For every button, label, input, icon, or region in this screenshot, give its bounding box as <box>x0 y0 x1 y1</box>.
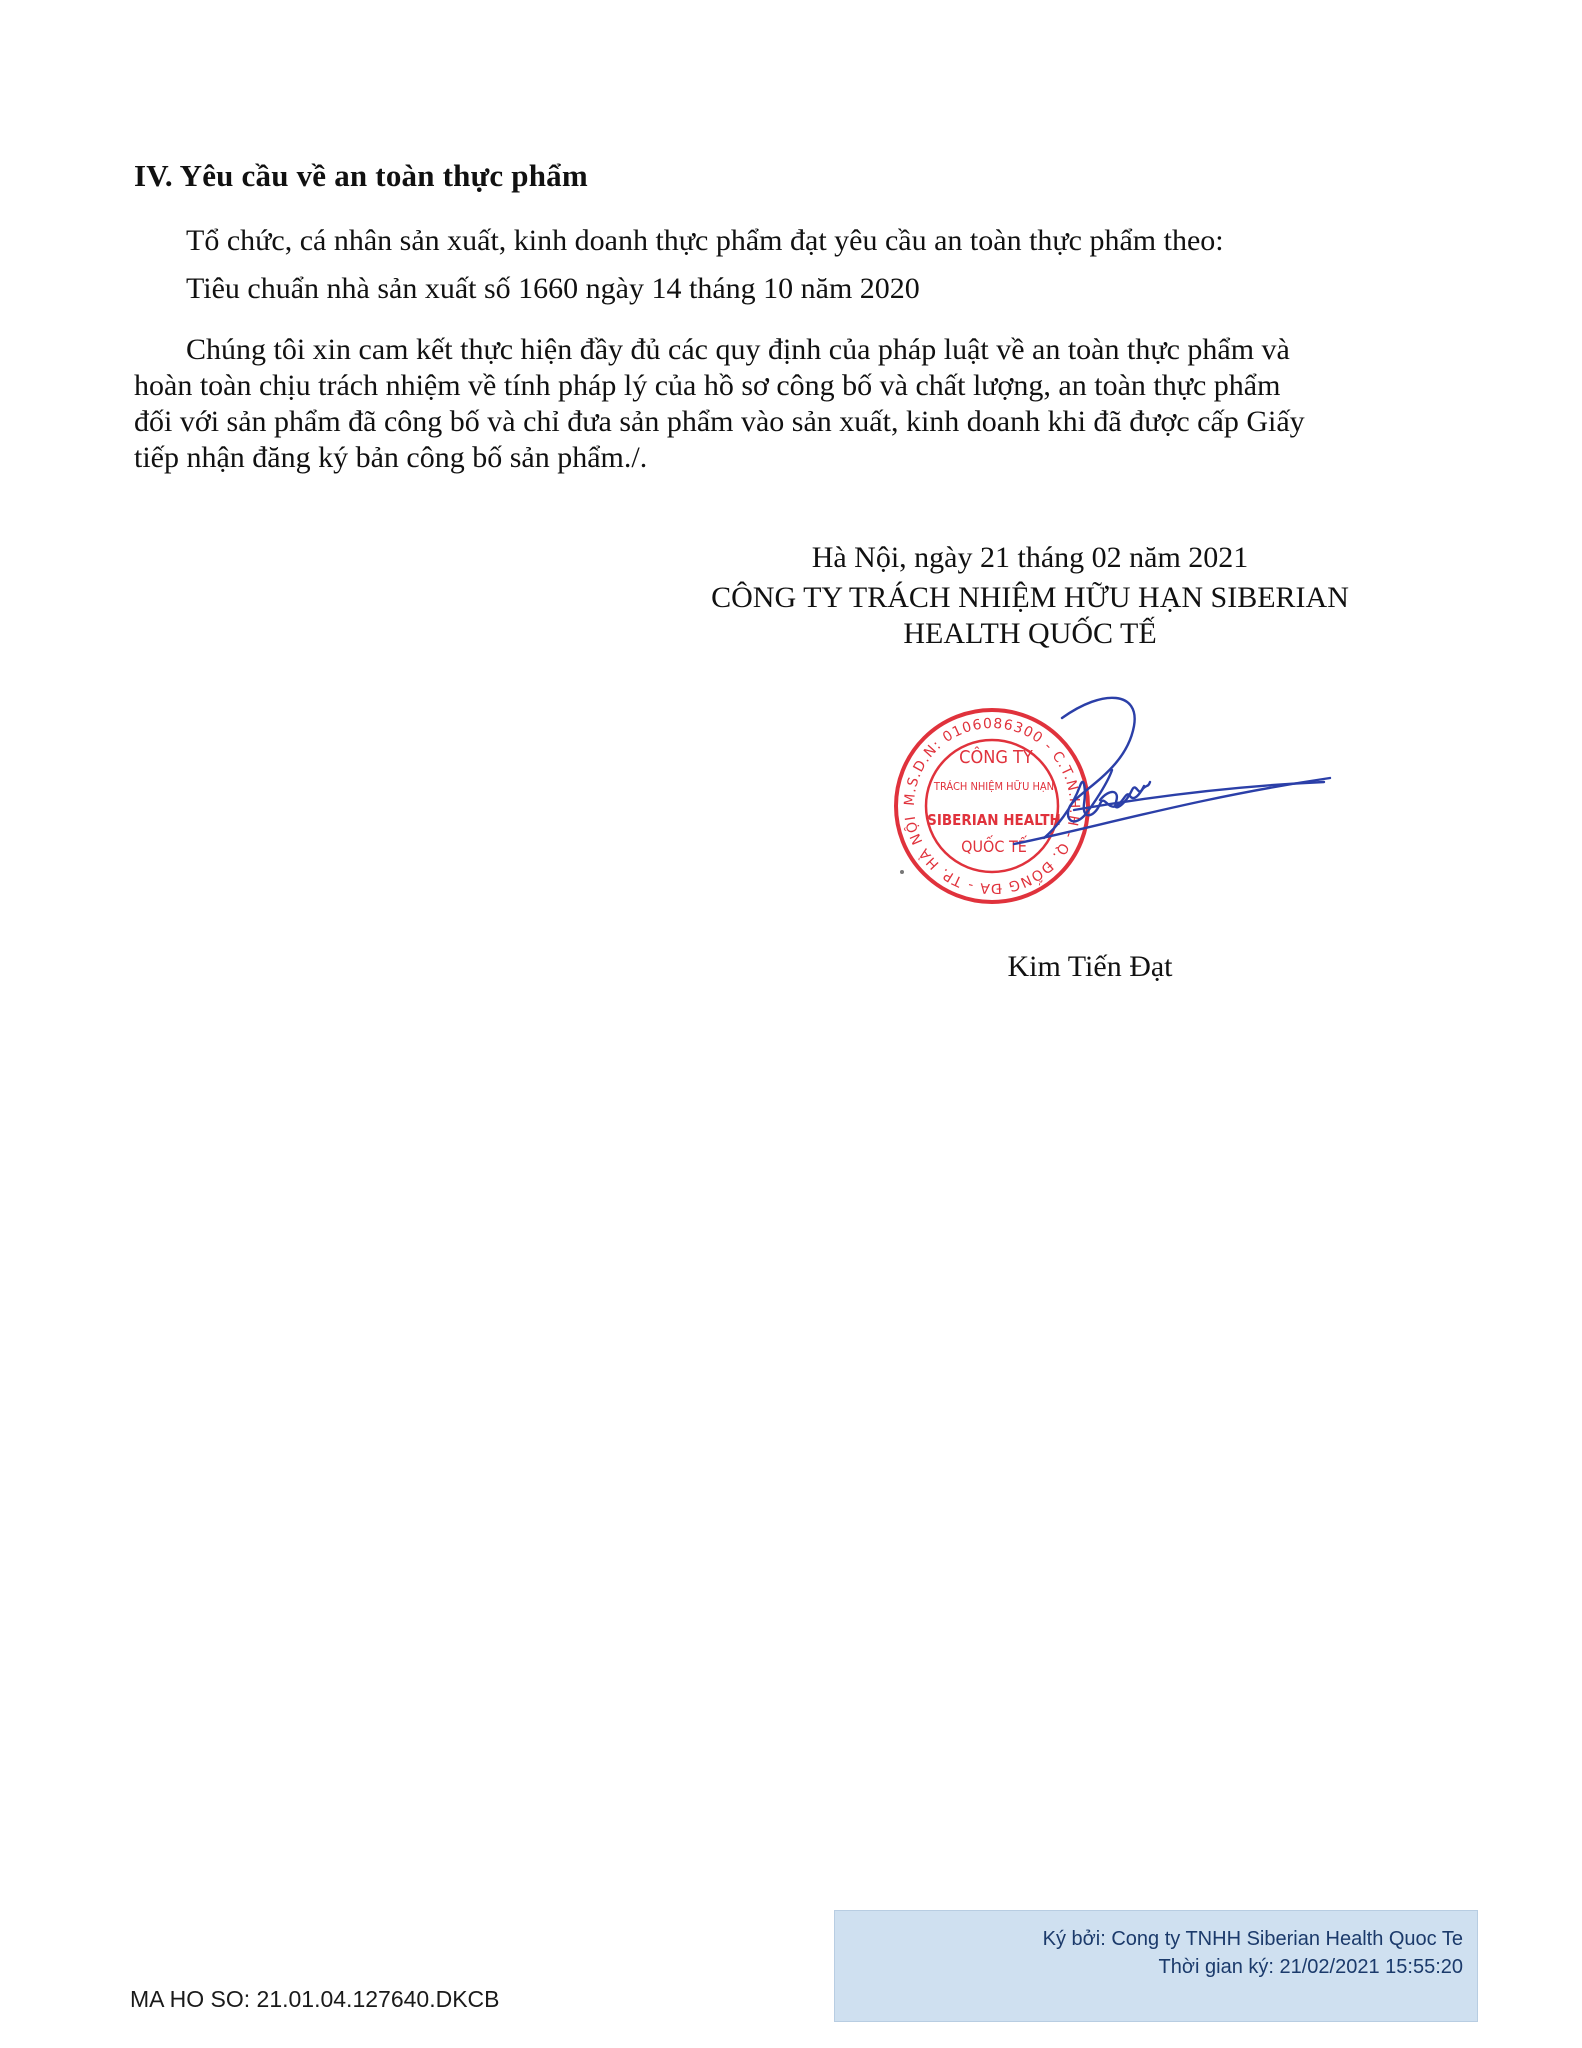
section-heading: IV. Yêu cầu về an toàn thực phẩm <box>134 158 588 193</box>
signed-by: Ký bởi: Cong ty TNHH Siberian Health Quoc Te <box>1042 1928 1463 1950</box>
file-code: MA HO SO: 21.01.04.127640.DKCB <box>130 1986 500 2012</box>
svg-text:M.S.D.N: 0106086300 - C.T.N.H. <box>901 716 1082 896</box>
seal-center-text: SIBERIAN HEALTH <box>927 811 1061 829</box>
signer-name: Kim Tiến Đạt <box>1007 950 1173 983</box>
commitment-line: hoàn toàn chịu trách nhiệm về tính pháp lý của hồ sơ công bố và chất lượng, an toàn thực phẩm <box>134 369 1281 402</box>
commitment-line: tiếp nhận đăng ký bản công bố sản phẩm./. <box>134 441 648 474</box>
seal-center-text: TRÁCH NHIỆM HỮU HẠN <box>933 780 1055 793</box>
seal-ring-text: M.S.D.N: 0106086300 - C.T.N.H.H - Q. ĐỐNG ĐA - TP. HÀ NỘI <box>901 715 1083 897</box>
stamp-and-signature <box>894 678 1334 928</box>
place-date: Hà Nội, ngày 21 tháng 02 năm 2021 <box>811 541 1249 574</box>
signed-time: Thời gian ký: 21/02/2021 15:55:20 <box>1158 1956 1463 1978</box>
company-name <box>640 580 1420 652</box>
seal-center-text: CÔNG TY <box>959 747 1033 768</box>
commitment-line: đối với sản phẩm đã công bố và chỉ đưa sản phẩm vào sản xuất, kinh doanh khi đã được cấp Giấy <box>134 405 1305 438</box>
requirement-standard: Tiêu chuẩn nhà sản xuất số 1660 ngày 14 tháng 10 năm 2020 <box>186 272 920 305</box>
company-seal-icon <box>894 678 1334 928</box>
commitment-line: Chúng tôi xin cam kết thực hiện đầy đủ các quy định của pháp luật về an toàn thực phẩm và <box>186 333 1290 366</box>
requirement-intro: Tổ chức, cá nhân sản xuất, kinh doanh thực phẩm đạt yêu cầu an toàn thực phẩm theo: <box>186 224 1224 257</box>
seal-center-text: QUỐC TẾ <box>961 837 1027 856</box>
company-name-line: HEALTH QUỐC TẾ <box>903 617 1157 650</box>
commitment-paragraph <box>134 332 1432 476</box>
company-name-line: CÔNG TY TRÁCH NHIỆM HỮU HẠN SIBERIAN <box>711 581 1349 614</box>
digital-signature-box <box>834 1910 1478 2022</box>
